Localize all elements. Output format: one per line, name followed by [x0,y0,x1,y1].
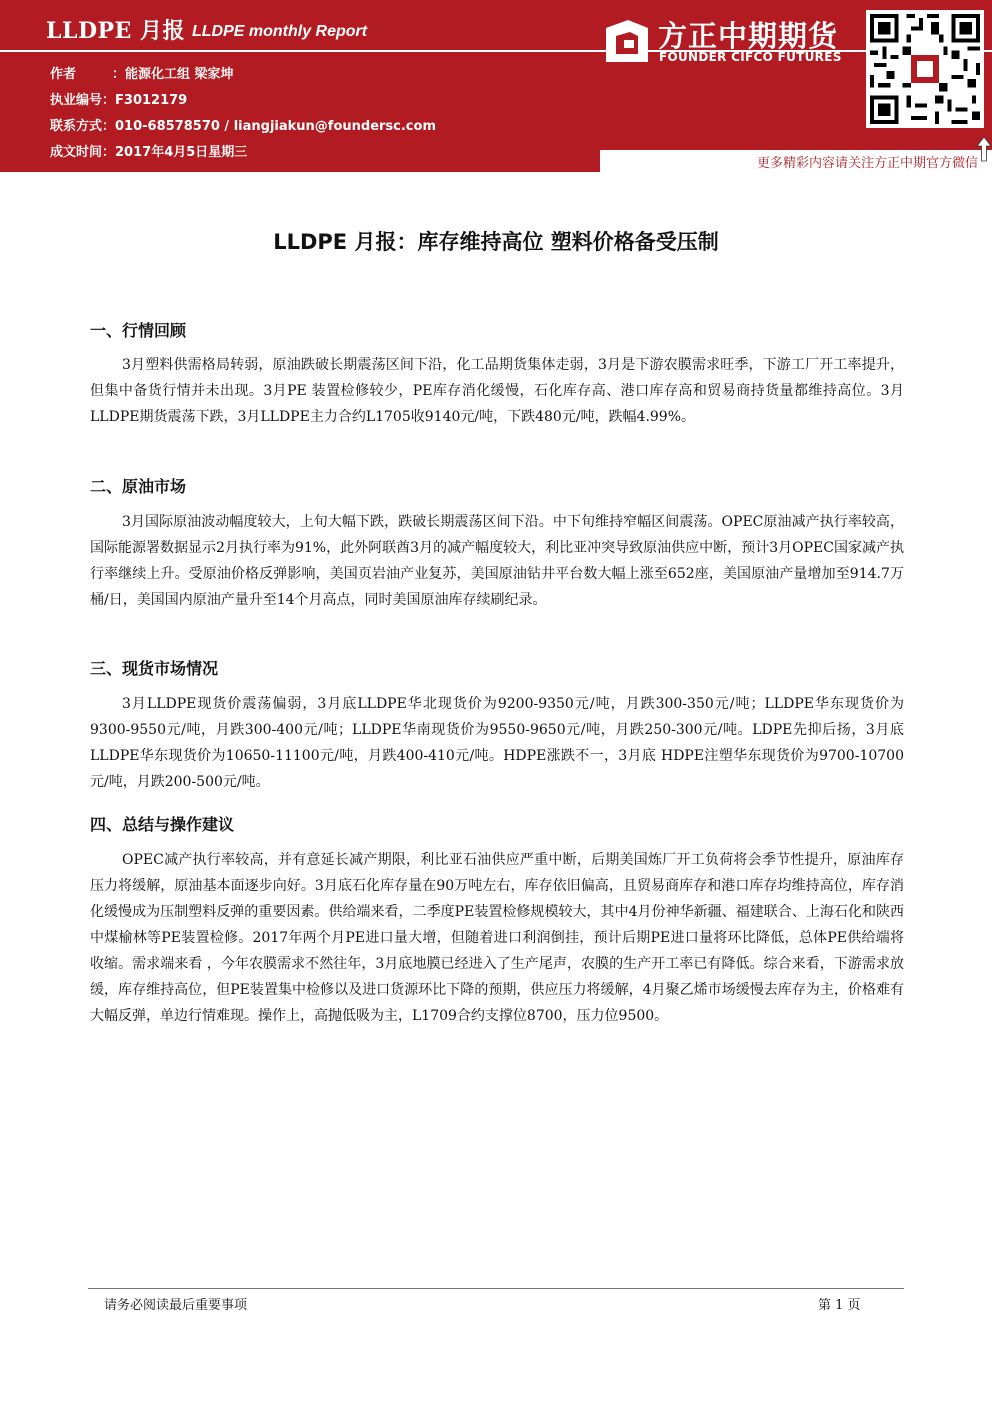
contact-row [50,115,436,134]
section-heading-spot-market: 三、现货市场情况 [90,659,219,678]
date-row [50,141,247,160]
date-label: 成文时间： [50,145,116,160]
logo-chinese-name: 方正中期期货 [658,19,839,53]
author-value: ：能源化工组 梁家坤 [112,67,234,82]
report-subtitle: LLDPE monthly Report [192,23,368,40]
wechat-strip [600,150,992,172]
section-text-market-review: 3月塑料供需格局转弱，原油跌破长期震荡区间下沿，化工品期货集体走弱，3月是下游农膜需求旺季，下游工厂开工率提升，但集中备货行情并未出现。3月PE 装置检修较少，PE库存消化缓慢，石化库存高、港口库存高和贸易商持货量都维持高位。3月LLDPE期货震荡下跌，3月LLDPE主力合约L1705收9140元/吨，下跌480元/吨，跌幅4.99%。 [90,357,904,425]
footer-notice: 请务必阅读最后重要事项 [104,1298,248,1313]
page-number: 第 1 页 [818,1298,861,1313]
section-text-spot-market: 3月LLDPE现货价震荡偏弱，3月底LLDPE华北现货价为9200-9350元/吨，月跌300-350元/吨；LLDPE华东现货价为9300-9550元/吨，月跌300-400元/吨；LLDPE华南现货价为9550-9650元/吨，月跌250-300元/吨。LDPE先抑后扬，3月底LLDPE华东现货价为10650-11100元/吨，月跌400-410元/吨。HDPE涨跌不一，3月底 HDPE注塑华东现货价为9700-10700元/吨，月跌200-500元/吨。 [90,696,904,790]
document-title: LLDPE 月报：库存维持高位 塑料价格备受压制 [273,230,719,254]
date-value: 2017年4月5日星期三 [115,145,248,160]
header-banner [0,0,992,172]
author-row [50,63,234,82]
arrow-up-icon [976,136,992,162]
wechat-qr-code-icon [866,10,984,128]
company-logo [600,10,860,70]
wechat-follow-text: 更多精彩内容请关注方正中期官方微信 [756,156,978,171]
section-text-crude-oil: 3月国际原油波动幅度较大，上旬大幅下跌，跌破长期震荡区间下沿。中下旬维持窄幅区间震荡。OPEC原油减产执行率较高，国际能源署数据显示2月执行率为91%，此外阿联酋3月的减产幅度较大，利比亚冲突导致原油供应中断，预计3月OPEC国家减产执行率继续上升。受原油价格反弹影响，美国页岩油产业复苏，美国原油钻井平台数大幅上涨至652座，美国原油产量增加至914.7万桶/日，美国国内原油产量升至14个月高点，同时美国原油库存续刷纪录。 [90,514,904,608]
footer-divider [88,1288,904,1289]
section-heading-summary: 四、总结与操作建议 [90,815,235,834]
license-label: 执业编号： [50,93,116,108]
contact-label: 联系方式： [50,119,116,134]
section-text-summary: OPEC减产执行率较高，并有意延长减产期限，利比亚石油供应严重中断，后期美国炼厂开工负荷将会季节性提升，原油库存压力将缓解，原油基本面逐步向好。3月底石化库存量在90万吨左右，库存依旧偏高，且贸易商库存和港口库存均维持高位，库存消化缓慢成为压制塑料反弹的重要因素。供给端来看，二季度PE装置检修规模较大，其中4月份神华新疆、福建联合、上海石化和陕西中煤榆林等PE装置检修。2017年两个月PE进口量大增，但随着进口利润倒挂，预计后期PE进口量将环比降低，总体PE供给端将收缩。需求端来看 ，今年农膜需求不然往年，3月底地膜已经进入了生产尾声，农膜的生产开工率已有降低。综合来看，下游需求放缓，库存维持高位，但PE装置集中检修以及进口货源环比下降的预期，供应压力将缓解，4月聚乙烯市场缓慢去库存为主，价格难有大幅反弹，单边行情难现。操作上，高抛低吸为主，L1709合约支撑位8700，压力位9500。 [90,852,904,1024]
license-value: F3012179 [115,93,188,108]
logo-english-name: FOUNDER CIFCO FUTURES [659,50,842,64]
license-row [50,89,187,108]
author-label: 作者 [50,67,77,82]
logo-mark-icon [604,18,650,64]
report-name: LLDPE 月报 [46,18,185,44]
contact-value: 010-68578570 / liangjiakun@foundersc.com [115,119,436,134]
section-heading-crude-oil: 二、原油市场 [90,477,187,496]
section-heading-market-review: 一、行情回顾 [90,321,187,340]
